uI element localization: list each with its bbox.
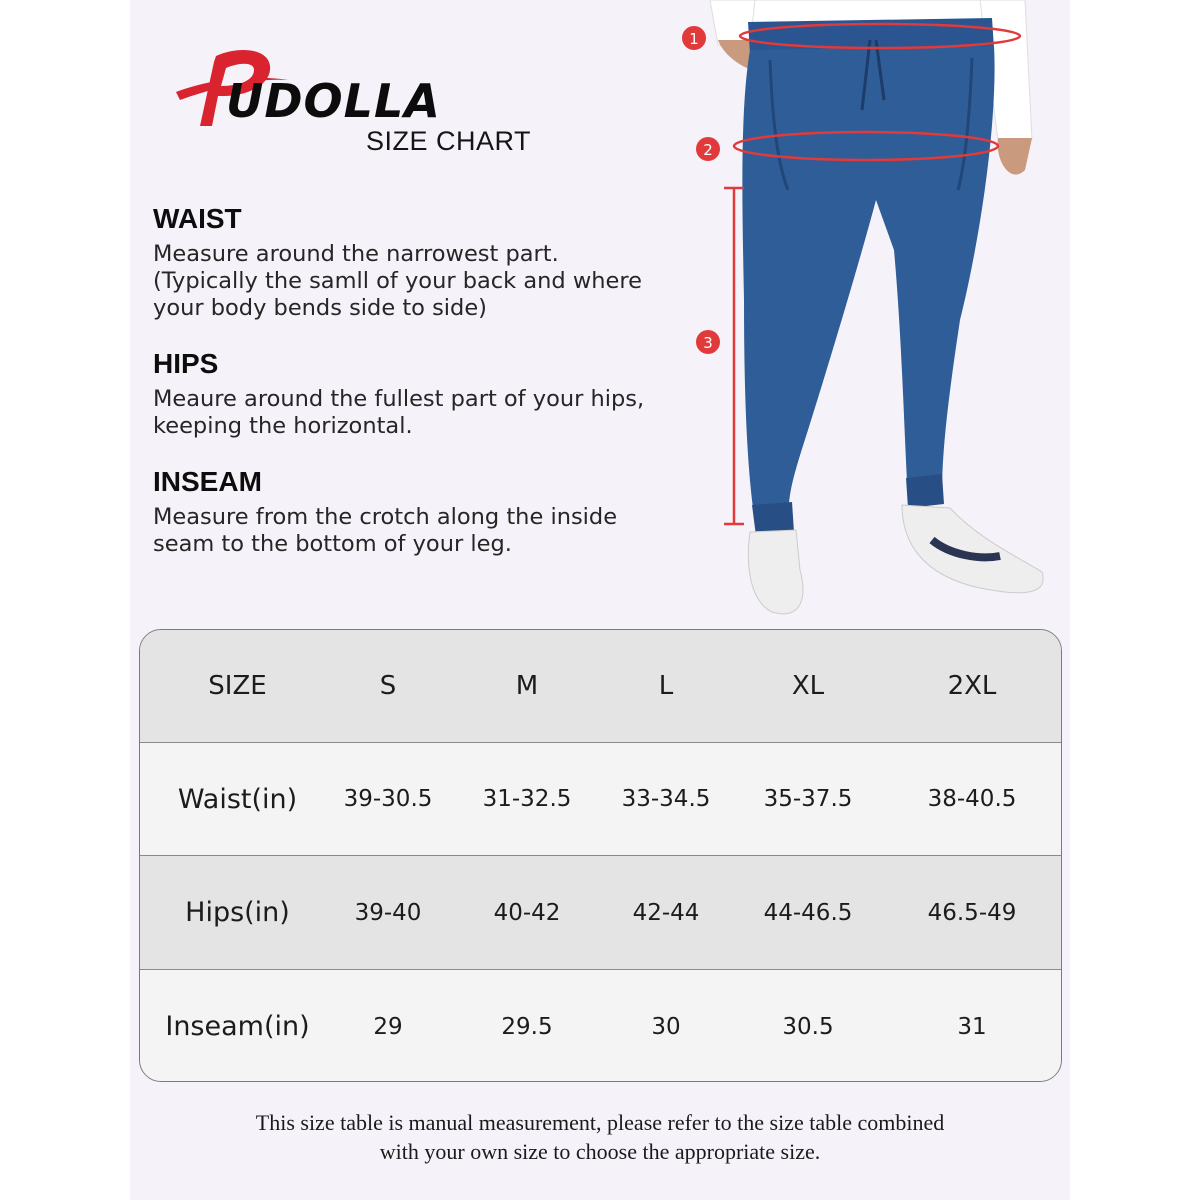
hips-heading: HIPS bbox=[153, 348, 219, 379]
inseam-description bbox=[153, 504, 653, 558]
waist-description bbox=[153, 241, 653, 322]
inseam-heading: INSEAM bbox=[153, 466, 262, 497]
waist-line: Measure around the narrowest part. bbox=[153, 241, 559, 267]
table-row bbox=[140, 743, 1061, 856]
table-cell: 38-40.5 bbox=[927, 786, 1017, 812]
table-cell: 29 bbox=[373, 1013, 403, 1040]
table-cell: 35-37.5 bbox=[763, 786, 853, 812]
hips-description bbox=[153, 386, 653, 440]
inseam-line: seam to the bottom of your leg. bbox=[153, 531, 512, 557]
jogger-pants-image bbox=[680, 0, 1070, 625]
table-cell: 29.5 bbox=[501, 1013, 553, 1040]
table-cell: 30.5 bbox=[782, 1013, 834, 1040]
table-cell: 46.5-49 bbox=[927, 899, 1017, 926]
marker-2-label: 2 bbox=[703, 141, 713, 159]
table-cell: 39-30.5 bbox=[343, 786, 433, 812]
footnote-line: This size table is manual measurement, please refer to the size table combined bbox=[255, 1110, 945, 1135]
hips-line: keeping the horizontal. bbox=[153, 413, 413, 439]
table-header-cell: 2XL bbox=[947, 671, 997, 701]
size-table bbox=[139, 629, 1062, 1082]
waist-line: (Typically the samll of your back and where bbox=[153, 268, 642, 294]
table-row bbox=[140, 856, 1061, 970]
table-header-cell: XL bbox=[791, 671, 825, 701]
footnote-line: with your own size to choose the appropriate size. bbox=[379, 1139, 821, 1164]
marker-3-label: 3 bbox=[703, 334, 713, 352]
table-cell: 31-32.5 bbox=[482, 786, 572, 812]
table-cell: 39-40 bbox=[354, 899, 422, 926]
waist-line: your body bends side to side) bbox=[153, 295, 487, 321]
brand-name: UDOLLA bbox=[226, 74, 441, 128]
model-illustration bbox=[680, 0, 1070, 625]
table-cell: 31 bbox=[957, 1013, 987, 1040]
row-label-inseam: Inseam(in) bbox=[165, 1011, 310, 1042]
table-header-cell: S bbox=[379, 671, 397, 701]
hips-line: Meaure around the fullest part of your hips, bbox=[153, 386, 645, 412]
table-row bbox=[140, 970, 1061, 1082]
table-cell: 42-44 bbox=[632, 899, 700, 926]
table-header-row bbox=[140, 630, 1061, 743]
footnote bbox=[140, 1108, 1060, 1166]
table-cell: 30 bbox=[651, 1013, 681, 1040]
table-header-cell: L bbox=[658, 671, 674, 701]
waist-heading: WAIST bbox=[153, 203, 242, 234]
marker-1-label: 1 bbox=[689, 30, 699, 48]
brand-logo bbox=[168, 40, 498, 140]
table-cell: 33-34.5 bbox=[621, 786, 711, 812]
table-cell: 44-46.5 bbox=[763, 899, 853, 926]
page-subtitle: SIZE CHART bbox=[366, 126, 532, 156]
inseam-line: Measure from the crotch along the inside bbox=[153, 504, 618, 530]
row-label-hips: Hips(in) bbox=[185, 897, 290, 928]
table-cell: 40-42 bbox=[493, 899, 561, 926]
row-label-waist: Waist(in) bbox=[177, 783, 298, 815]
table-header-cell: M bbox=[515, 671, 539, 701]
table-header-cell: SIZE bbox=[208, 671, 267, 701]
